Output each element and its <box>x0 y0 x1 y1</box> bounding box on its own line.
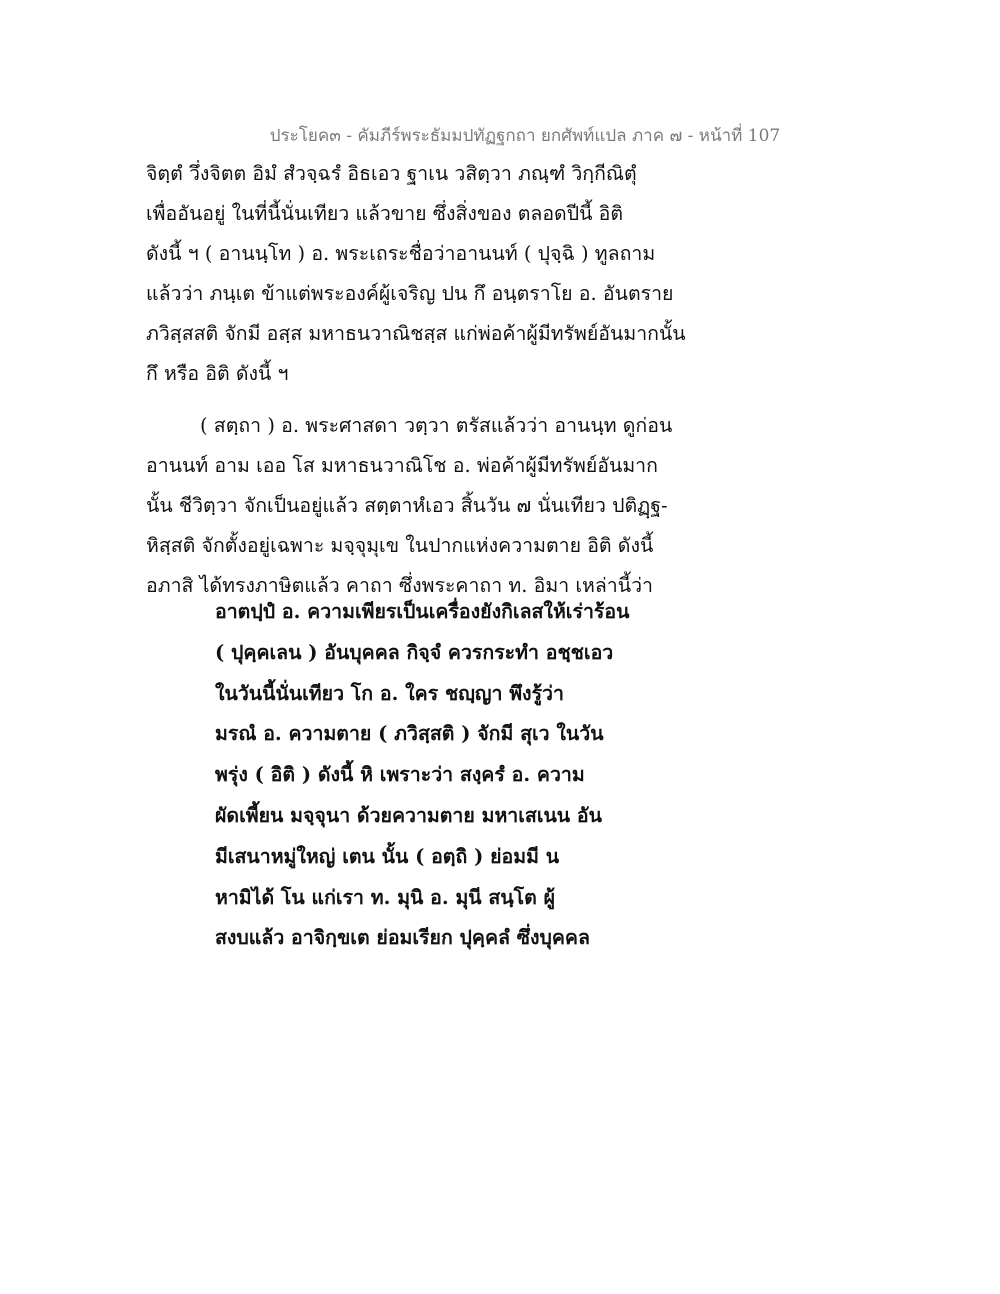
text-line: ( สตฺถา ) อ. พระศาสดา วตฺวา ตรัสแล้วว่า อานนฺท ดูก่อน <box>200 414 673 437</box>
text-line: อานนท์ อาม เออ โส มหาธนวาณิโช อ. พ่อค้าผู้มีทรัพย์อันมาก <box>146 454 658 477</box>
text-line: แล้วว่า ภนฺเต ข้าแต่พระองค์ผู้เจริญ ปน กึ อนฺตราโย อ. อันตราย <box>146 282 674 305</box>
verse-line: มรณํ อ. ความตาย ( ภวิสฺสติ ) จักมี สุเว ในวัน <box>215 722 604 746</box>
body-text <box>146 158 706 610</box>
verse-line: มีเสนาหมู่ใหญ่ เตน นั้น ( อตฺถิ ) ย่อมมี น <box>215 844 560 868</box>
text-line: ดังนี้ ฯ ( อานนฺโท ) อ. พระเถระชื่อว่าอานนท์ ( ปุจฺฉิ ) ทูลถาม <box>146 242 656 265</box>
page-header: ประโยค๓ - คัมภีร์พระธัมมปทัฏฐกถา ยกศัพท์แปล ภาค ๗ - หน้าที่ 107 <box>269 126 781 146</box>
text-line: จิตฺตํ วึ่งจิตต อิมํ สํวจฺฉรํ อิธเอว ฐาเน วสิตฺวา ภณฺฑํ วิกฺกีณิตุํ <box>146 162 637 185</box>
verse-line: สงบแล้ว อาจิกฺขเต ย่อมเรียก ปุคฺคลํ ซึ่งบุคคล <box>215 926 590 950</box>
text-line: หิสฺสติ จักตั้งอยู่เฉพาะ มจฺจุมุเข ในปากแห่งความตาย อิติ ดังนี้ <box>146 534 654 557</box>
text-line: นั้น ชีวิตฺวา จักเป็นอยู่แล้ว สตฺตาหํเอว สิ้นวัน ๗ นั่นเทียว ปติฏฺฐ- <box>146 494 668 517</box>
verse-line: อาตปฺปํ อ. ความเพียรเป็นเครื่องยังกิเลสให้เร่าร้อน <box>215 600 630 623</box>
verse-line: พรุ่ง ( อิติ ) ดังนี้ หิ เพราะว่า สงฺครํ อ. ความ <box>215 763 585 787</box>
text-line: ภวิสฺสสติ จักมี อสฺส มหาธนวาณิชสฺส แก่พ่อค้าผู้มีทรัพย์อันมากนั้น <box>146 322 686 345</box>
text-line: อภาสิ ได้ทรงภาษิตแล้ว คาถา ซึ่งพระคาถา ท. อิมา เหล่านี้ว่า <box>146 574 653 597</box>
verse-line: ในวันนี้นั่นเทียว โก อ. ใคร ชญฺญา พึงรู้ว่า <box>215 681 564 705</box>
text-line: กึ หรือ อิติ ดังนี้ ฯ <box>146 362 289 385</box>
verse-block <box>215 596 635 963</box>
verse-line: หามิได้ โน แก่เรา ท. มุนิ อ. มุนี สนฺโต ผู้ <box>215 885 556 909</box>
verse-line: ( ปุคฺคเลน ) อันบุคคล กิจฺจํ ควรกระทำ อชฺชเอว <box>215 640 614 664</box>
text-line: เพื่ออันอยู่ ในที่นี้นั่นเทียว แล้วขาย ซึ่งสิ่งของ ตลอดปีนี้ อิติ <box>146 202 623 225</box>
verse-line: ผัดเพี้ยน มจฺจุนา ด้วยความตาย มหาเสเนน อัน <box>215 803 602 827</box>
